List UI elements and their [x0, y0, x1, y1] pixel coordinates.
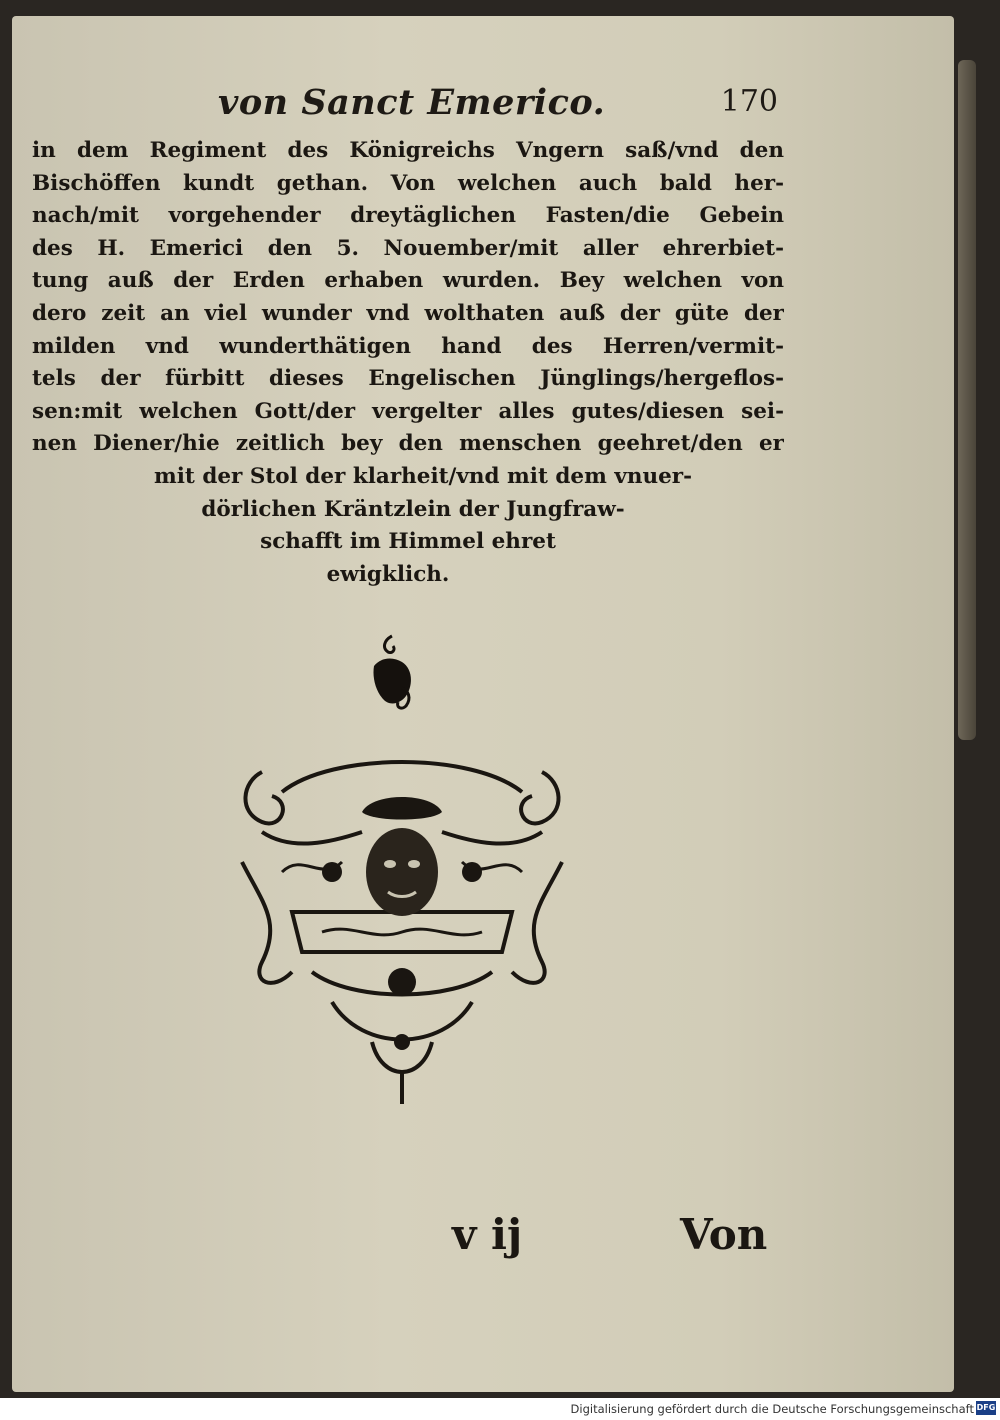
page-header [218, 82, 778, 132]
text-line: dero zeit an viel wunder vnd wolthaten auß der güte der [32, 300, 784, 326]
text-line: nen Diener/hie zeitlich bey den menschen geehret/den er [32, 431, 784, 457]
page-number: 170 [720, 84, 778, 119]
page-edge [958, 60, 976, 740]
body-text [32, 135, 784, 591]
text-line: ewigklich. [326, 561, 450, 587]
running-title: von Sanct Emerico. [218, 82, 606, 123]
text-line: sen:mit welchen Gott/der vergelter alles gutes/diesen sei- [32, 398, 784, 424]
mascaron-vignette-icon [222, 752, 582, 1108]
fleuron-icon [362, 632, 422, 712]
text-line: milden vnd wunderthätigen hand des Herren/vermit- [32, 333, 784, 359]
text-line: tels der fürbitt dieses Engelischen Jünglings/hergeflos- [32, 366, 784, 392]
text-line: dörlichen Kräntzlein der Jungfraw- [201, 496, 625, 522]
text-line: in dem Regiment des Königreichs Vngern saß/vnd den [32, 138, 784, 163]
funding-credit: Digitalisierung gefördert durch die Deutsche Forschungsgemeinschaft [570, 1402, 974, 1416]
catchword: Von [680, 1210, 768, 1259]
text-line: tung auß der Erden erhaben wurden. Bey welchen von [32, 268, 784, 294]
signature-mark: v ij [452, 1210, 523, 1259]
text-line: des H. Emerici den 5. Nouember/mit aller ehrerbiet- [32, 235, 784, 261]
dfg-logo: DFG [976, 1401, 996, 1415]
text-line: nach/mit vorgehender dreytäglichen Fasten/die Gebein [32, 203, 784, 229]
text-line: mit der Stol der klarheit/vnd mit dem vnuer- [153, 463, 693, 489]
text-line: schafft im Himmel ehret [260, 529, 556, 555]
text-line: Bischöffen kundt gethan. Von welchen auch bald her- [32, 170, 784, 196]
footer-bar [0, 1398, 1000, 1420]
